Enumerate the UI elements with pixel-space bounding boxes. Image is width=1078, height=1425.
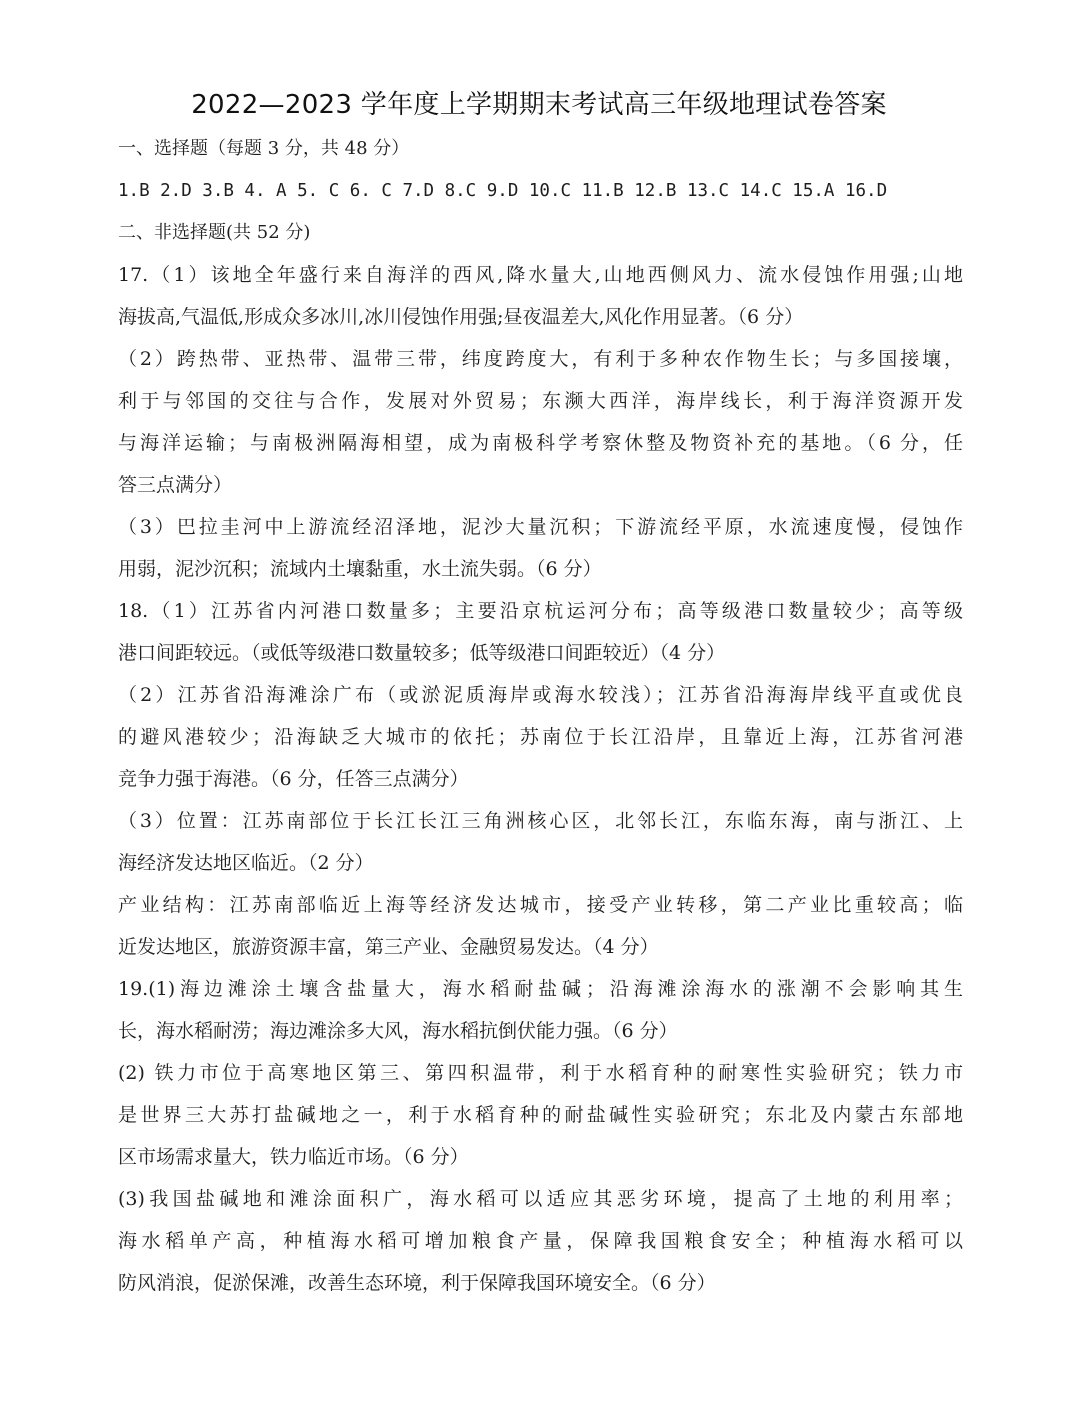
answer-line: 与海洋运输；与南极洲隔海相望，成为南极科学考察休整及物资补充的基地。（6 分，任 [118, 432, 963, 454]
answer-line: 19.(1)海边滩涂土壤含盐量大，海水稻耐盐碱；沿海滩涂海水的涨潮不会影响其生 [118, 978, 963, 1000]
document-title: 2022—2023 学年度上学期期末考试高三年级地理试卷答案 [191, 90, 887, 120]
answer-content [118, 128, 963, 1304]
answer-line: 近发达地区，旅游资源丰富，第三产业、金融贸易发达。（4 分） [118, 936, 659, 958]
multiple-choice-answers: 1.B 2.D 3.B 4. A 5. C 6. C 7.D 8.C 9.D 10.C 11.B 12.B 13.C 14.C 15.A 16.D [118, 181, 888, 201]
answer-line: （2）江苏省沿海滩涂广布（或淤泥质海岸或海水较浅）；江苏省沿海海岸线平直或优良 [118, 684, 963, 706]
answer-line: 港口间距较远。（或低等级港口数量较多；低等级港口间距较近）（4 分） [118, 642, 726, 664]
answer-line: 防风消浪，促淤保滩，改善生态环境，利于保障我国环境安全。（6 分） [118, 1272, 716, 1294]
answer-line: 18.（1）江苏省内河港口数量多；主要沿京杭运河分布；高等级港口数量较少；高等级 [118, 600, 963, 622]
answer-line: (3)我国盐碱地和滩涂面积广，海水稻可以适应其恶劣环境，提高了土地的利用率； [118, 1188, 963, 1210]
section-heading-non-multiple-choice: 二、非选择题(共 52 分) [118, 222, 311, 243]
answer-line: 的避风港较少；沿海缺乏大城市的依托；苏南位于长江沿岸，且靠近上海，江苏省河港 [118, 726, 963, 748]
answer-line: 海经济发达地区临近。（2 分） [118, 852, 374, 874]
answer-line: 利于与邻国的交往与合作，发展对外贸易；东濒大西洋，海岸线长，利于海洋资源开发 [118, 390, 963, 412]
answer-line: (2) 铁力市位于高寒地区第三、第四积温带，利于水稻育种的耐寒性实验研究；铁力市 [118, 1062, 963, 1084]
answer-line: 17.（1）该地全年盛行来自海洋的西风,降水量大,山地西侧风力、流水侵蚀作用强;山地 [118, 264, 963, 286]
answer-line: （3）巴拉圭河中上游流经沼泽地，泥沙大量沉积；下游流经平原，水流速度慢，侵蚀作 [118, 516, 963, 538]
section-heading-multiple-choice: 一、选择题（每题 3 分，共 48 分） [118, 138, 410, 159]
answer-line: 用弱，泥沙沉积；流域内土壤黏重，水土流失弱。（6 分） [118, 558, 602, 580]
answer-line: 长，海水稻耐涝；海边滩涂多大风，海水稻抗倒伏能力强。（6 分） [118, 1020, 678, 1042]
answer-line: （3）位置：江苏南部位于长江长江三角洲核心区，北邻长江，东临东海，南与浙江、上 [118, 810, 963, 832]
answer-line: 产业结构：江苏南部临近上海等经济发达城市，接受产业转移，第二产业比重较高；临 [118, 894, 963, 916]
answer-line: 是世界三大苏打盐碱地之一，利于水稻育种的耐盐碱性实验研究；东北及内蒙古东部地 [118, 1104, 963, 1126]
answer-line: 竞争力强于海港。（6 分，任答三点满分） [118, 768, 469, 790]
answer-line: 海水稻单产高，种植海水稻可增加粮食产量，保障我国粮食安全；种植海水稻可以 [118, 1230, 963, 1252]
answer-line: 答三点满分） [118, 474, 233, 496]
answer-line: （2）跨热带、亚热带、温带三带，纬度跨度大，有利于多种农作物生长；与多国接壤， [118, 348, 963, 370]
answer-line: 区市场需求量大，铁力临近市场。（6 分） [118, 1146, 469, 1168]
answer-line: 海拔高,气温低,形成众多冰川,冰川侵蚀作用强;昼夜温差大,风化作用显著。（6 分） [118, 306, 804, 328]
